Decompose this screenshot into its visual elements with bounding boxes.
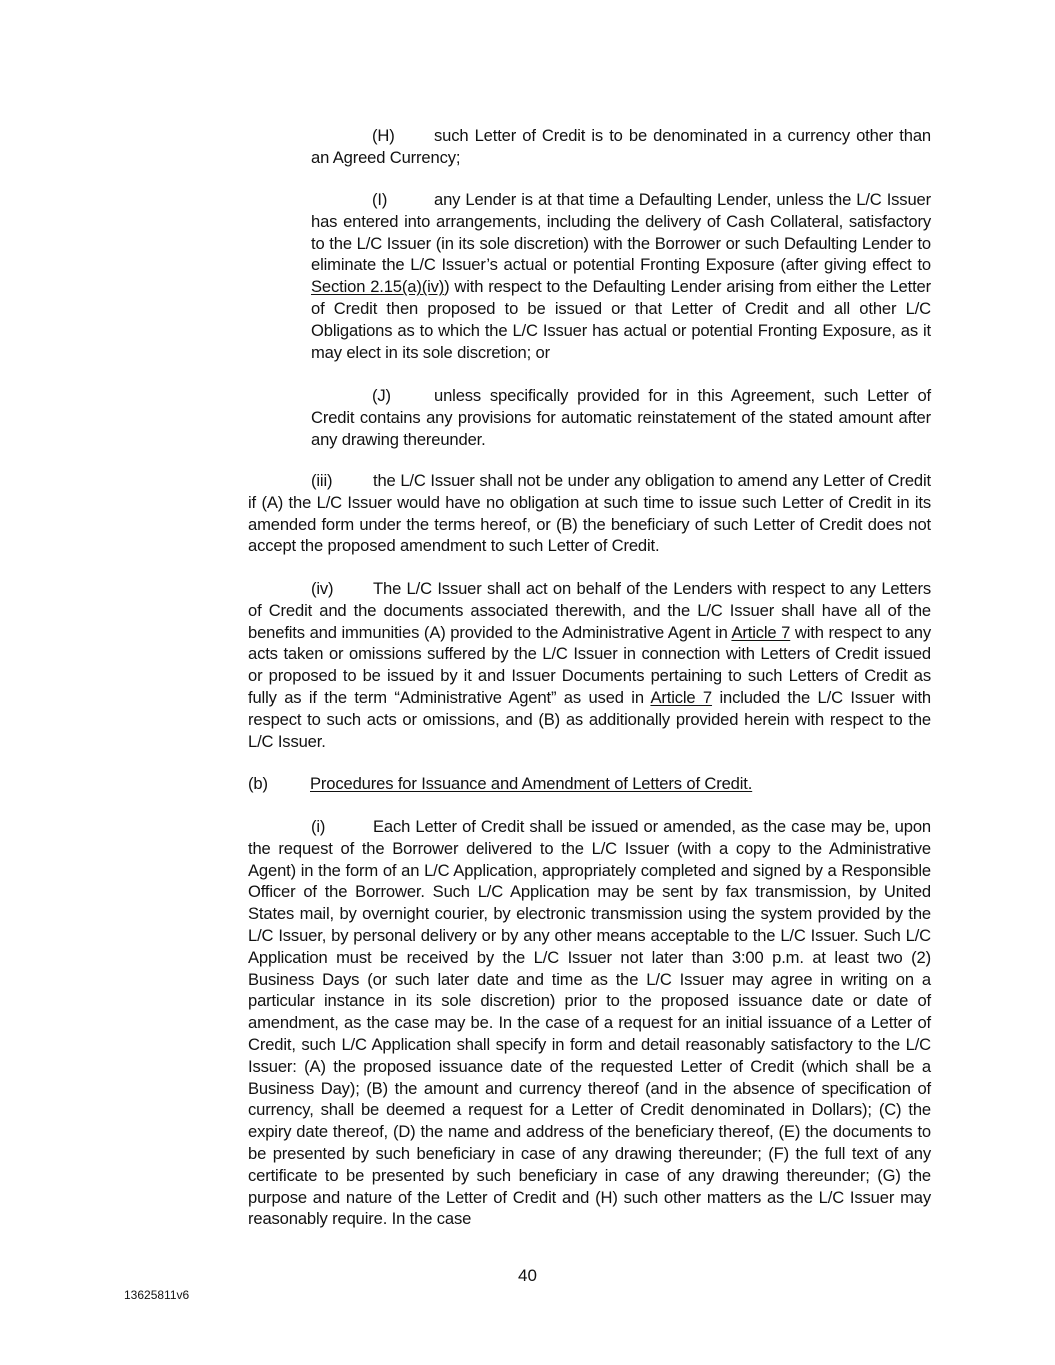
paragraph-text: included the L/C Issuer with respect to such acts or omissions, and (B) as additionally provided herein with respect to the L/C Issuer. — [248, 687, 932, 751]
paragraph-iii — [248, 470, 931, 557]
paragraph-I — [311, 189, 931, 363]
paragraph-text: unless specifically provided for in this Agreement, such Letter of Credit contains any provisions for automatic reinstatement of the stated amount after any drawing thereunder. — [311, 386, 931, 449]
paragraph-label: (i) — [311, 817, 326, 836]
section-reference-link: Section 2.15(a)(iv) — [311, 277, 445, 297]
paragraph-text: any Lender is at that time a Defaulting Lender, unless the L/C Issuer has entered into arrangements, including the delivery of Cash Collateral, satisfactory to the L/C Issuer (in its sole discretion) with the Borrower or such Defaulting Lender to eliminate the L/C Issuer’s actual or potential Fronting Exposure (after giving effect to — [311, 190, 931, 275]
section-label: (b) — [248, 774, 268, 793]
article-reference-link: Article 7 — [650, 687, 713, 707]
paragraph-label: (J) — [372, 386, 391, 405]
paragraph-J — [311, 385, 931, 450]
paragraph-label: (H) — [372, 126, 395, 145]
section-heading-b — [248, 773, 752, 795]
section-heading-text: Procedures for Issuance and Amendment of Letters of Credit. — [310, 774, 753, 793]
article-reference-link: Article 7 — [731, 622, 791, 642]
paragraph-text: The L/C Issuer shall act on behalf of the Lenders with respect to any Letters of Credit and the documents associated therewith, and the L/C Issuer shall have all of the benefits and immunities (A) provided to the Administrative Agent in — [248, 579, 931, 642]
paragraph-iv — [248, 578, 931, 752]
paragraph-label: (iii) — [311, 471, 333, 490]
document-id: 13625811v6 — [124, 1288, 190, 1302]
paragraph-label: (iv) — [311, 579, 334, 598]
page-number: 40 — [518, 1266, 537, 1285]
paragraph-H — [311, 125, 931, 169]
paragraph-i — [248, 816, 931, 1230]
paragraph-text: ) with respect to the Defaulting Lender arising from either the Letter of Credit then proposed to be issued or that Letter of Credit and all other L/C Obligations as to which the L/C Issuer has actual or potential Fronting Exposure, as it may elect in its sole discretion; or — [311, 277, 931, 362]
paragraph-text: with respect to any acts taken or omissions suffered by the L/C Issuer in connection with Letters of Credit issued or proposed to be issued by it and Issuer Documents pertaining to such Letters of Credit as fully as if the term “Administrative Agent” as used in — [248, 622, 931, 707]
paragraph-text: such Letter of Credit is to be denominated in a currency other than an Agreed Currency; — [311, 126, 931, 167]
paragraph-text: Each Letter of Credit shall be issued or amended, as the case may be, upon the request of the Borrower delivered to the L/C Issuer (with a copy to the Administrative Agent) in the form of an L/C Application, appropriately completed and signed by a Responsible Officer of the Borrower. Such L/C Application may be sent by fax transmission, by United States mail, by overnight courier, by electronic transmission using the system provided by the L/C Issuer, by personal delivery or by any other means acceptable to the L/C Issuer. Such L/C Application must be received by the L/C Issuer not later than 3:00 p.m. at least two (2) Business Days (or such later date and time as the L/C Issuer may agree in writing on a particular instance in its sole discretion) prior to the proposed issuance date or date of amendment, as the case may be. In the case of a request for an initial issuance of a Letter of Credit, such L/C Application shall specify in form and detail reasonably satisfactory to the L/C Issuer: (A) the proposed issuance date of the requested Letter of Credit (which shall be a Business Day); (B) the amount and currency thereof (and in the absence of specification of currency, shall be deemed a request for a Letter of Credit denominated in Dollars); (C) the expiry date thereof, (D) the name and address of the beneficiary thereof, (E) the documents to be presented by such beneficiary in case of any drawing thereunder; (F) the full text of any certificate to be presented by such beneficiary in case of any drawing thereunder; (G) the purpose and nature of the Letter of Credit and (H) such other matters as the L/C Issuer may reasonably require. In the case — [248, 817, 931, 1229]
paragraph-text: the L/C Issuer shall not be under any obligation to amend any Letter of Credit if (A) the L/C Issuer would have no obligation at such time to issue such Letter of Credit in its amended form under the terms hereof, or (B) the beneficiary of such Letter of Credit does not accept the proposed amendment to such Letter of Credit. — [248, 471, 931, 556]
paragraph-label: (I) — [372, 190, 388, 209]
